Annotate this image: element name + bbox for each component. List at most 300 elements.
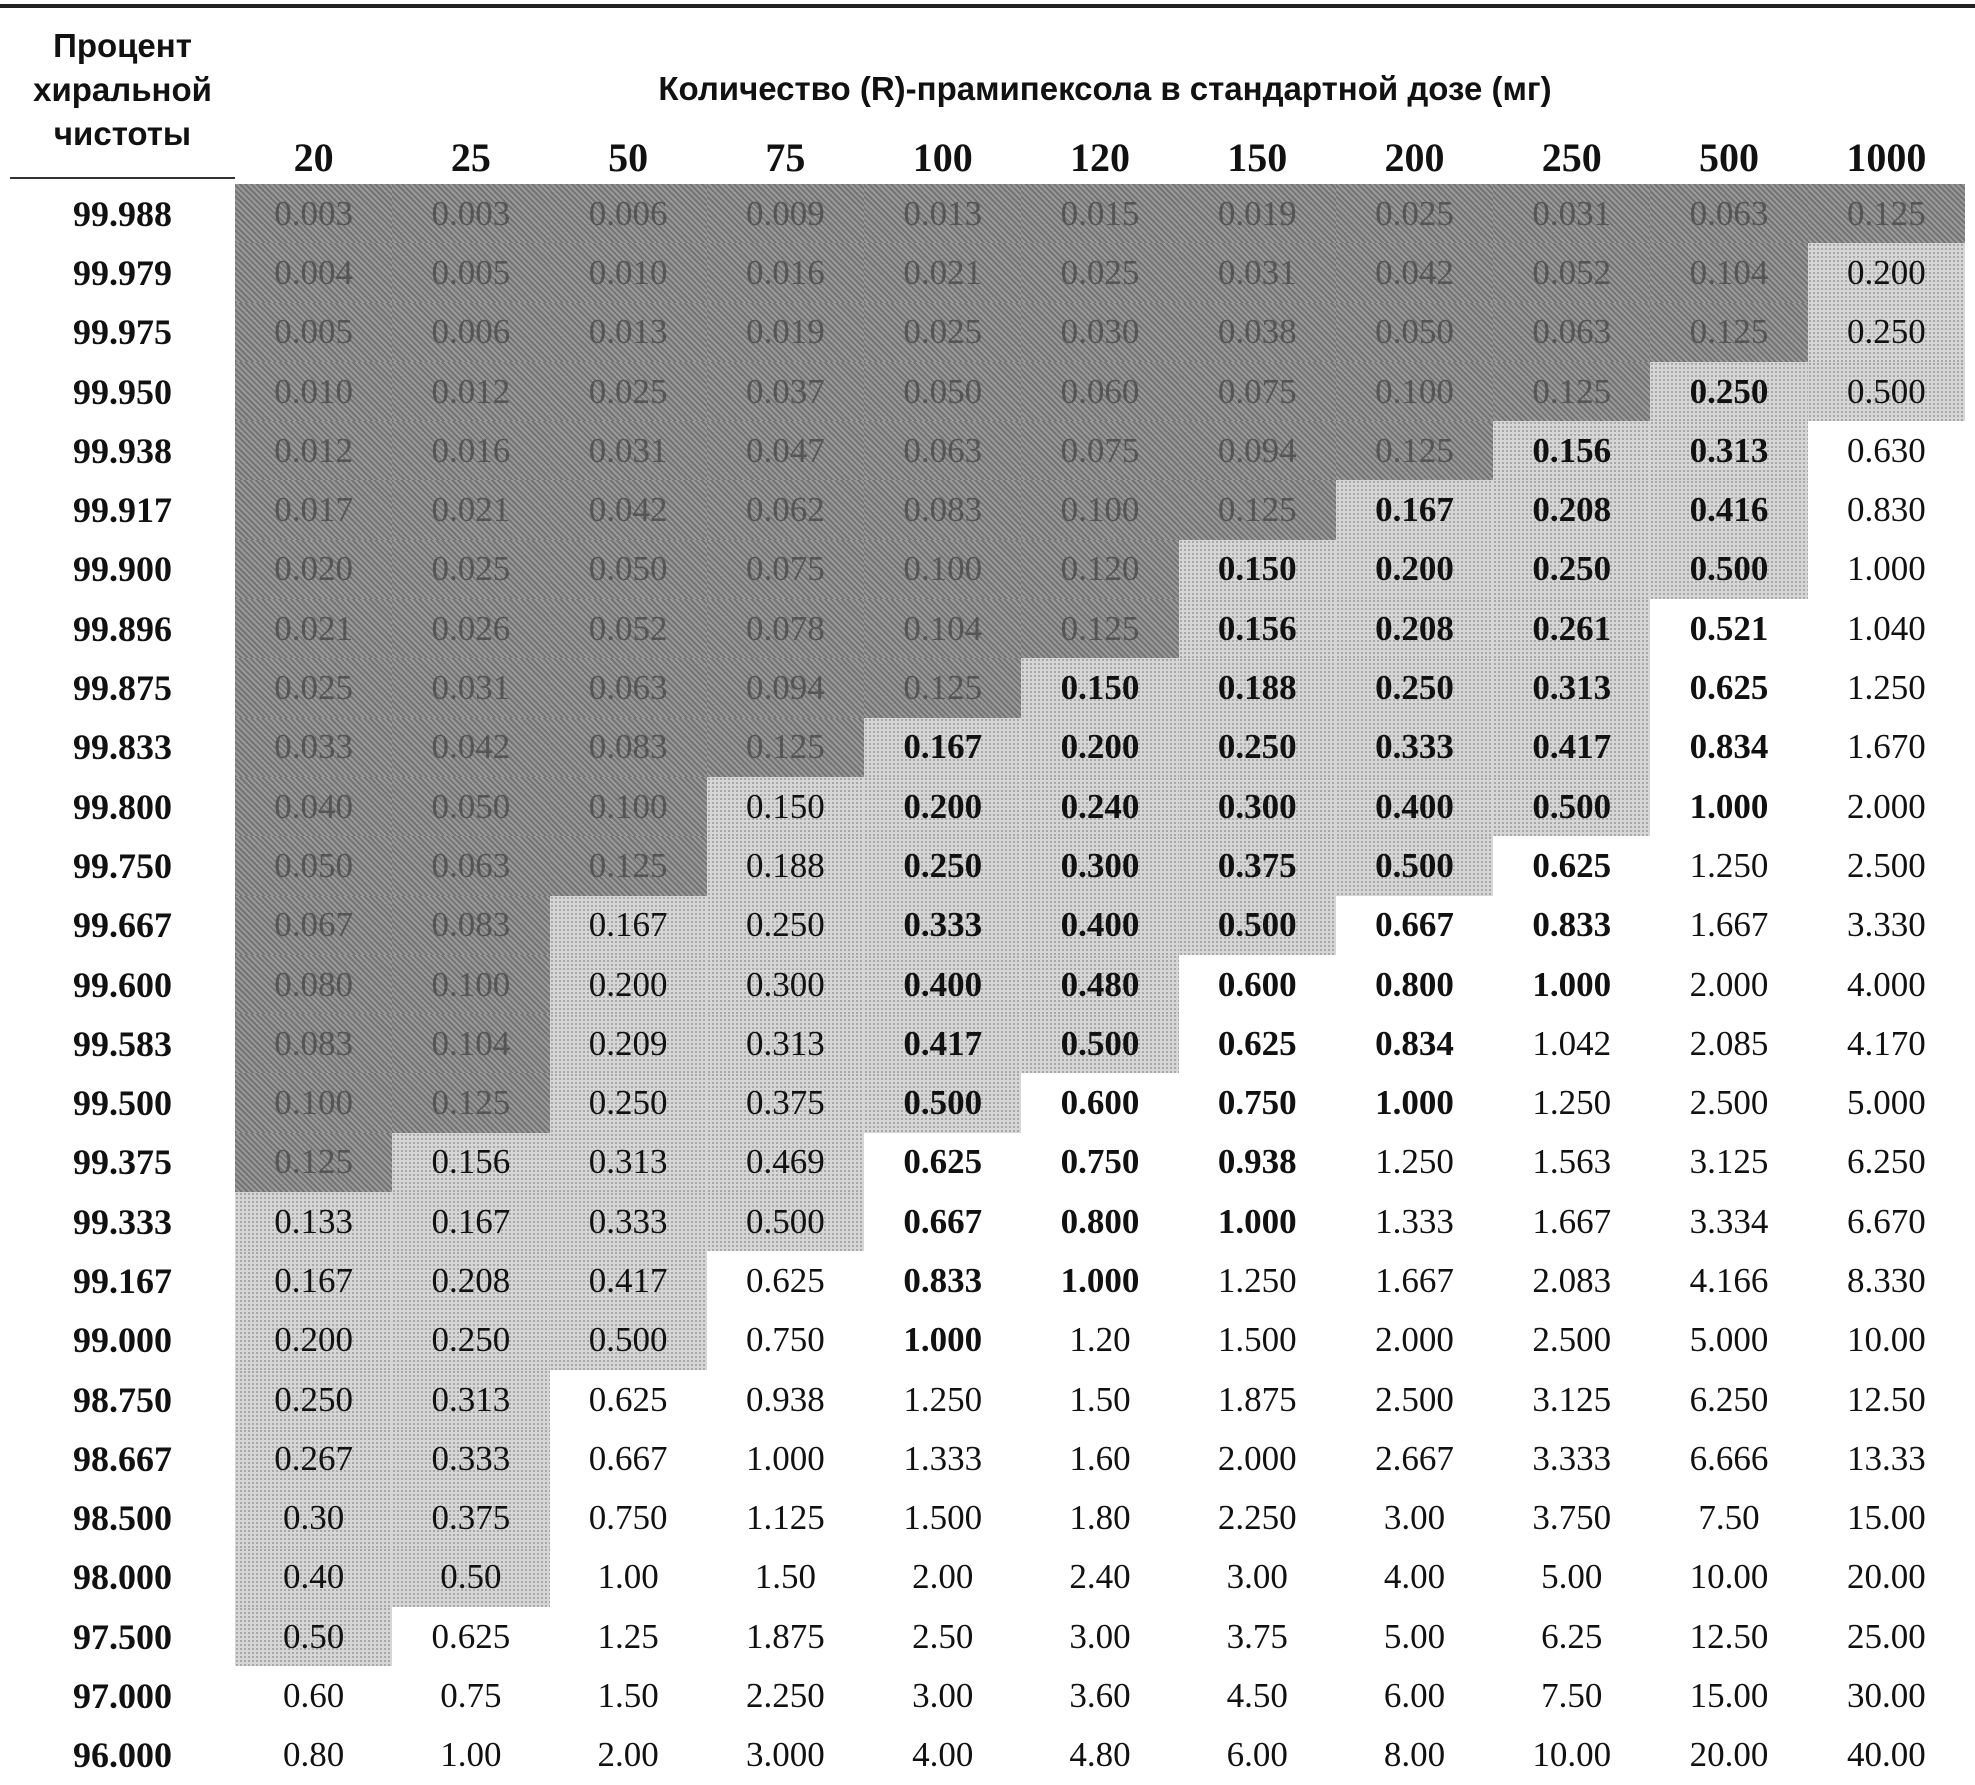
value-cell: 0.250 <box>550 1073 707 1132</box>
value-cell: 0.750 <box>1179 1073 1336 1132</box>
purity-label: 99.988 <box>10 184 235 243</box>
value-cell: 0.333 <box>392 1429 549 1488</box>
value-cell: 0.469 <box>707 1133 864 1192</box>
value-cell: 2.500 <box>1493 1311 1650 1370</box>
value-cell: 10.00 <box>1808 1311 1965 1370</box>
value-cell: 0.375 <box>1179 836 1336 895</box>
purity-label: 98.000 <box>10 1548 235 1607</box>
purity-label: 96.000 <box>10 1726 235 1785</box>
value-cell: 0.625 <box>1493 836 1650 895</box>
value-cell: 0.063 <box>550 658 707 717</box>
purity-label: 99.833 <box>10 718 235 777</box>
purity-label: 99.333 <box>10 1192 235 1251</box>
row-header-line: хиральной <box>10 68 235 112</box>
value-cell: 0.400 <box>1021 896 1178 955</box>
value-cell: 0.200 <box>550 955 707 1014</box>
value-cell: 0.003 <box>392 184 549 243</box>
value-cell: 0.037 <box>707 362 864 421</box>
value-cell: 0.125 <box>864 658 1021 717</box>
value-cell: 0.208 <box>1493 480 1650 539</box>
value-cell: 0.167 <box>1336 480 1493 539</box>
value-cell: 1.875 <box>1179 1370 1336 1429</box>
value-cell: 0.125 <box>392 1073 549 1132</box>
purity-label: 99.800 <box>10 777 235 836</box>
row-header-line: Процент <box>10 24 235 68</box>
value-cell: 1.250 <box>1808 658 1965 717</box>
value-cell: 1.000 <box>1808 540 1965 599</box>
value-cell: 13.33 <box>1808 1429 1965 1488</box>
value-cell: 0.625 <box>1179 1014 1336 1073</box>
table-row <box>10 1311 1965 1370</box>
value-cell: 0.083 <box>392 896 549 955</box>
value-cell: 2.00 <box>864 1548 1021 1607</box>
table-row <box>10 896 1965 955</box>
table-row <box>10 1489 1965 1548</box>
value-cell: 0.125 <box>707 718 864 777</box>
value-cell: 0.500 <box>707 1192 864 1251</box>
value-cell: 0.100 <box>864 540 1021 599</box>
value-cell: 0.200 <box>1021 718 1178 777</box>
value-cell: 5.00 <box>1336 1607 1493 1666</box>
value-cell: 0.063 <box>864 421 1021 480</box>
value-cell: 0.833 <box>1493 896 1650 955</box>
value-cell: 1.670 <box>1808 718 1965 777</box>
value-cell: 0.300 <box>707 955 864 1014</box>
value-cell: 0.031 <box>1179 243 1336 302</box>
table-row <box>10 243 1965 302</box>
value-cell: 15.00 <box>1808 1489 1965 1548</box>
value-cell: 2.40 <box>1021 1548 1178 1607</box>
value-cell: 1.50 <box>1021 1370 1178 1429</box>
value-cell: 0.031 <box>1493 184 1650 243</box>
value-cell: 4.50 <box>1179 1666 1336 1725</box>
value-cell: 0.063 <box>392 836 549 895</box>
purity-label: 99.896 <box>10 599 235 658</box>
table-row <box>10 184 1965 243</box>
table-row <box>10 1429 1965 1488</box>
value-cell: 0.50 <box>392 1548 549 1607</box>
value-cell: 0.125 <box>1650 303 1807 362</box>
table-row <box>10 303 1965 362</box>
value-cell: 0.075 <box>707 540 864 599</box>
value-cell: 0.167 <box>864 718 1021 777</box>
value-cell: 4.166 <box>1650 1251 1807 1310</box>
value-cell: 1.000 <box>707 1429 864 1488</box>
value-cell: 4.00 <box>1336 1548 1493 1607</box>
value-cell: 0.133 <box>235 1192 392 1251</box>
value-cell: 0.833 <box>864 1251 1021 1310</box>
purity-label: 99.375 <box>10 1133 235 1192</box>
value-cell: 0.50 <box>235 1607 392 1666</box>
value-cell: 0.250 <box>707 896 864 955</box>
value-cell: 0.019 <box>1179 184 1336 243</box>
value-cell: 0.010 <box>550 243 707 302</box>
value-cell: 1.250 <box>1179 1251 1336 1310</box>
value-cell: 0.042 <box>392 718 549 777</box>
value-cell: 2.00 <box>550 1726 707 1785</box>
value-cell: 4.00 <box>864 1726 1021 1785</box>
value-cell: 0.104 <box>864 599 1021 658</box>
value-cell: 0.600 <box>1179 955 1336 1014</box>
value-cell: 0.800 <box>1021 1192 1178 1251</box>
value-cell: 0.125 <box>1493 362 1650 421</box>
value-cell: 0.500 <box>1808 362 1965 421</box>
value-cell: 0.012 <box>235 421 392 480</box>
value-cell: 2.500 <box>1808 836 1965 895</box>
column-header-dose: 1000 <box>1808 130 1965 184</box>
value-cell: 1.000 <box>1650 777 1807 836</box>
value-cell: 0.208 <box>392 1251 549 1310</box>
value-cell: 0.150 <box>1179 540 1336 599</box>
value-cell: 3.00 <box>864 1666 1021 1725</box>
value-cell: 2.500 <box>1650 1073 1807 1132</box>
value-cell: 0.083 <box>235 1014 392 1073</box>
value-cell: 0.800 <box>1336 955 1493 1014</box>
value-cell: 0.075 <box>1179 362 1336 421</box>
value-cell: 0.060 <box>1021 362 1178 421</box>
value-cell: 1.000 <box>1493 955 1650 1014</box>
value-cell: 0.167 <box>235 1251 392 1310</box>
value-cell: 2.250 <box>1179 1489 1336 1548</box>
value-cell: 0.013 <box>864 184 1021 243</box>
value-cell: 0.188 <box>707 836 864 895</box>
value-cell: 0.063 <box>1493 303 1650 362</box>
top-rule <box>0 4 1975 8</box>
value-cell: 0.025 <box>1336 184 1493 243</box>
value-cell: 10.00 <box>1493 1726 1650 1785</box>
value-cell: 2.250 <box>707 1666 864 1725</box>
value-cell: 0.400 <box>864 955 1021 1014</box>
table-row <box>10 1251 1965 1310</box>
value-cell: 1.333 <box>1336 1192 1493 1251</box>
value-cell: 0.375 <box>707 1073 864 1132</box>
value-cell: 0.250 <box>1808 303 1965 362</box>
value-cell: 1.250 <box>1493 1073 1650 1132</box>
table-row <box>10 421 1965 480</box>
value-cell: 0.015 <box>1021 184 1178 243</box>
value-cell: 2.000 <box>1336 1311 1493 1370</box>
value-cell: 40.00 <box>1808 1726 1965 1785</box>
value-cell: 0.630 <box>1808 421 1965 480</box>
value-cell: 2.085 <box>1650 1014 1807 1073</box>
table-row <box>10 1073 1965 1132</box>
value-cell: 0.075 <box>1021 421 1178 480</box>
value-cell: 0.830 <box>1808 480 1965 539</box>
value-cell: 0.042 <box>550 480 707 539</box>
value-cell: 2.50 <box>864 1607 1021 1666</box>
value-cell: 0.042 <box>1336 243 1493 302</box>
value-cell: 0.167 <box>550 896 707 955</box>
purity-label: 99.950 <box>10 362 235 421</box>
value-cell: 6.25 <box>1493 1607 1650 1666</box>
value-cell: 12.50 <box>1808 1370 1965 1429</box>
purity-label: 99.979 <box>10 243 235 302</box>
value-cell: 20.00 <box>1650 1726 1807 1785</box>
value-cell: 0.013 <box>550 303 707 362</box>
value-cell: 12.50 <box>1650 1607 1807 1666</box>
table-row <box>10 658 1965 717</box>
value-cell: 15.00 <box>1650 1666 1807 1725</box>
value-cell: 0.021 <box>864 243 1021 302</box>
value-cell: 8.00 <box>1336 1726 1493 1785</box>
column-header-dose: 50 <box>550 130 707 184</box>
value-cell: 0.417 <box>864 1014 1021 1073</box>
table-row <box>10 836 1965 895</box>
value-cell: 0.200 <box>1808 243 1965 302</box>
value-cell: 1.20 <box>1021 1311 1178 1370</box>
column-header-dose: 150 <box>1179 130 1336 184</box>
value-cell: 0.667 <box>550 1429 707 1488</box>
value-cell: 0.040 <box>235 777 392 836</box>
value-cell: 0.300 <box>1021 836 1178 895</box>
value-cell: 1.00 <box>392 1726 549 1785</box>
value-cell: 3.60 <box>1021 1666 1178 1725</box>
value-cell: 0.250 <box>1179 718 1336 777</box>
value-cell: 0.250 <box>1493 540 1650 599</box>
purity-label: 97.500 <box>10 1607 235 1666</box>
value-cell: 1.250 <box>864 1370 1021 1429</box>
corner-cell <box>10 130 235 184</box>
value-cell: 0.025 <box>392 540 549 599</box>
value-cell: 0.063 <box>1650 184 1807 243</box>
value-cell: 0.067 <box>235 896 392 955</box>
value-cell: 20.00 <box>1808 1548 1965 1607</box>
value-cell: 0.016 <box>392 421 549 480</box>
value-cell: 0.156 <box>1179 599 1336 658</box>
table-row <box>10 1014 1965 1073</box>
value-cell: 0.100 <box>235 1073 392 1132</box>
value-cell: 0.006 <box>550 184 707 243</box>
value-cell: 1.125 <box>707 1489 864 1548</box>
value-cell: 0.012 <box>392 362 549 421</box>
value-cell: 1.000 <box>1021 1251 1178 1310</box>
value-cell: 0.30 <box>235 1489 392 1548</box>
value-cell: 3.330 <box>1808 896 1965 955</box>
value-cell: 0.375 <box>392 1489 549 1548</box>
value-cell: 0.209 <box>550 1014 707 1073</box>
value-cell: 3.00 <box>1336 1489 1493 1548</box>
value-cell: 0.80 <box>235 1726 392 1785</box>
value-cell: 1.333 <box>864 1429 1021 1488</box>
value-cell: 3.333 <box>1493 1429 1650 1488</box>
value-cell: 1.563 <box>1493 1133 1650 1192</box>
value-cell: 0.031 <box>392 658 549 717</box>
value-cell: 0.250 <box>392 1311 549 1370</box>
purity-label: 98.500 <box>10 1489 235 1548</box>
value-cell: 1.500 <box>1179 1311 1336 1370</box>
value-cell: 0.250 <box>235 1370 392 1429</box>
value-cell: 0.025 <box>235 658 392 717</box>
value-cell: 1.500 <box>864 1489 1021 1548</box>
value-cell: 2.000 <box>1808 777 1965 836</box>
value-cell: 0.125 <box>550 836 707 895</box>
value-cell: 0.834 <box>1650 718 1807 777</box>
value-cell: 0.834 <box>1336 1014 1493 1073</box>
value-cell: 0.005 <box>235 303 392 362</box>
value-cell: 0.100 <box>550 777 707 836</box>
purity-label: 98.667 <box>10 1429 235 1488</box>
value-cell: 0.333 <box>550 1192 707 1251</box>
value-cell: 0.167 <box>392 1192 549 1251</box>
value-cell: 0.047 <box>707 421 864 480</box>
value-cell: 0.156 <box>392 1133 549 1192</box>
value-cell: 2.667 <box>1336 1429 1493 1488</box>
column-header-dose: 75 <box>707 130 864 184</box>
value-cell: 1.040 <box>1808 599 1965 658</box>
table-row <box>10 718 1965 777</box>
value-cell: 0.083 <box>550 718 707 777</box>
value-cell: 0.009 <box>707 184 864 243</box>
purity-label: 99.167 <box>10 1251 235 1310</box>
value-cell: 0.094 <box>707 658 864 717</box>
value-cell: 0.500 <box>1493 777 1650 836</box>
purity-label: 99.900 <box>10 540 235 599</box>
value-cell: 0.010 <box>235 362 392 421</box>
column-header-row <box>10 130 1965 184</box>
value-cell: 0.003 <box>235 184 392 243</box>
purity-label: 99.500 <box>10 1073 235 1132</box>
value-cell: 0.500 <box>1021 1014 1178 1073</box>
value-cell: 6.670 <box>1808 1192 1965 1251</box>
value-cell: 3.125 <box>1650 1133 1807 1192</box>
value-cell: 3.000 <box>707 1726 864 1785</box>
column-header-dose: 250 <box>1493 130 1650 184</box>
value-cell: 0.500 <box>1650 540 1807 599</box>
purity-label: 99.917 <box>10 480 235 539</box>
value-cell: 0.267 <box>235 1429 392 1488</box>
value-cell: 0.125 <box>1808 184 1965 243</box>
value-cell: 0.033 <box>235 718 392 777</box>
value-cell: 0.480 <box>1021 955 1178 1014</box>
value-cell: 7.50 <box>1650 1489 1807 1548</box>
value-cell: 0.40 <box>235 1548 392 1607</box>
value-cell: 0.188 <box>1179 658 1336 717</box>
value-cell: 0.030 <box>1021 303 1178 362</box>
value-cell: 0.016 <box>707 243 864 302</box>
value-cell: 10.00 <box>1650 1548 1807 1607</box>
purity-label: 99.875 <box>10 658 235 717</box>
chiral-purity-table <box>10 130 1965 1785</box>
value-cell: 0.026 <box>392 599 549 658</box>
value-cell: 5.00 <box>1493 1548 1650 1607</box>
value-cell: 0.240 <box>1021 777 1178 836</box>
value-cell: 0.313 <box>1650 421 1807 480</box>
purity-label: 99.975 <box>10 303 235 362</box>
value-cell: 0.004 <box>235 243 392 302</box>
value-cell: 1.50 <box>707 1548 864 1607</box>
column-header-dose: 120 <box>1021 130 1178 184</box>
value-cell: 0.200 <box>235 1311 392 1370</box>
value-cell: 0.250 <box>1650 362 1807 421</box>
value-cell: 0.052 <box>1493 243 1650 302</box>
value-cell: 0.667 <box>864 1192 1021 1251</box>
value-cell: 0.020 <box>235 540 392 599</box>
value-cell: 0.261 <box>1493 599 1650 658</box>
value-cell: 3.00 <box>1179 1548 1336 1607</box>
value-cell: 0.006 <box>392 303 549 362</box>
value-cell: 6.250 <box>1808 1133 1965 1192</box>
value-cell: 0.500 <box>550 1311 707 1370</box>
value-cell: 2.083 <box>1493 1251 1650 1310</box>
value-cell: 2.000 <box>1179 1429 1336 1488</box>
value-cell: 0.100 <box>1336 362 1493 421</box>
table-row <box>10 540 1965 599</box>
value-cell: 0.313 <box>707 1014 864 1073</box>
value-cell: 0.080 <box>235 955 392 1014</box>
column-header-dose: 100 <box>864 130 1021 184</box>
value-cell: 1.667 <box>1650 896 1807 955</box>
value-cell: 0.625 <box>392 1607 549 1666</box>
value-cell: 2.500 <box>1336 1370 1493 1429</box>
value-cell: 0.017 <box>235 480 392 539</box>
value-cell: 5.000 <box>1650 1311 1807 1370</box>
value-cell: 3.750 <box>1493 1489 1650 1548</box>
value-cell: 1.60 <box>1021 1429 1178 1488</box>
value-cell: 2.000 <box>1650 955 1807 1014</box>
table-row <box>10 1607 1965 1666</box>
value-cell: 0.021 <box>235 599 392 658</box>
value-cell: 1.667 <box>1336 1251 1493 1310</box>
purity-label: 97.000 <box>10 1666 235 1725</box>
table-body <box>10 184 1965 1785</box>
value-cell: 3.125 <box>1493 1370 1650 1429</box>
value-cell: 0.208 <box>1336 599 1493 658</box>
value-cell: 3.00 <box>1021 1607 1178 1666</box>
value-cell: 0.417 <box>1493 718 1650 777</box>
value-cell: 0.200 <box>864 777 1021 836</box>
value-cell: 6.00 <box>1336 1666 1493 1725</box>
value-cell: 30.00 <box>1808 1666 1965 1725</box>
value-cell: 0.75 <box>392 1666 549 1725</box>
purity-label: 99.583 <box>10 1014 235 1073</box>
value-cell: 0.600 <box>1021 1073 1178 1132</box>
value-cell: 0.050 <box>864 362 1021 421</box>
table-row <box>10 599 1965 658</box>
value-cell: 0.150 <box>1021 658 1178 717</box>
value-cell: 0.313 <box>392 1370 549 1429</box>
value-cell: 0.050 <box>550 540 707 599</box>
value-cell: 0.150 <box>707 777 864 836</box>
table-row <box>10 1192 1965 1251</box>
value-cell: 8.330 <box>1808 1251 1965 1310</box>
value-cell: 0.625 <box>864 1133 1021 1192</box>
value-cell: 0.104 <box>392 1014 549 1073</box>
value-cell: 0.038 <box>1179 303 1336 362</box>
value-cell: 0.100 <box>1021 480 1178 539</box>
value-cell: 0.625 <box>707 1251 864 1310</box>
value-cell: 1.042 <box>1493 1014 1650 1073</box>
value-cell: 0.125 <box>1336 421 1493 480</box>
value-cell: 0.083 <box>864 480 1021 539</box>
value-cell: 0.021 <box>392 480 549 539</box>
value-cell: 0.416 <box>1650 480 1807 539</box>
value-cell: 0.60 <box>235 1666 392 1725</box>
column-header-dose: 25 <box>392 130 549 184</box>
value-cell: 0.005 <box>392 243 549 302</box>
table-row <box>10 1370 1965 1429</box>
value-cell: 0.125 <box>1021 599 1178 658</box>
value-cell: 0.400 <box>1336 777 1493 836</box>
value-cell: 0.313 <box>550 1133 707 1192</box>
value-cell: 0.500 <box>1179 896 1336 955</box>
value-cell: 0.313 <box>1493 658 1650 717</box>
value-cell: 7.50 <box>1493 1666 1650 1725</box>
value-cell: 0.500 <box>1336 836 1493 895</box>
value-cell: 1.000 <box>1336 1073 1493 1132</box>
purity-label: 99.600 <box>10 955 235 1014</box>
value-cell: 1.50 <box>550 1666 707 1725</box>
value-cell: 0.938 <box>1179 1133 1336 1192</box>
